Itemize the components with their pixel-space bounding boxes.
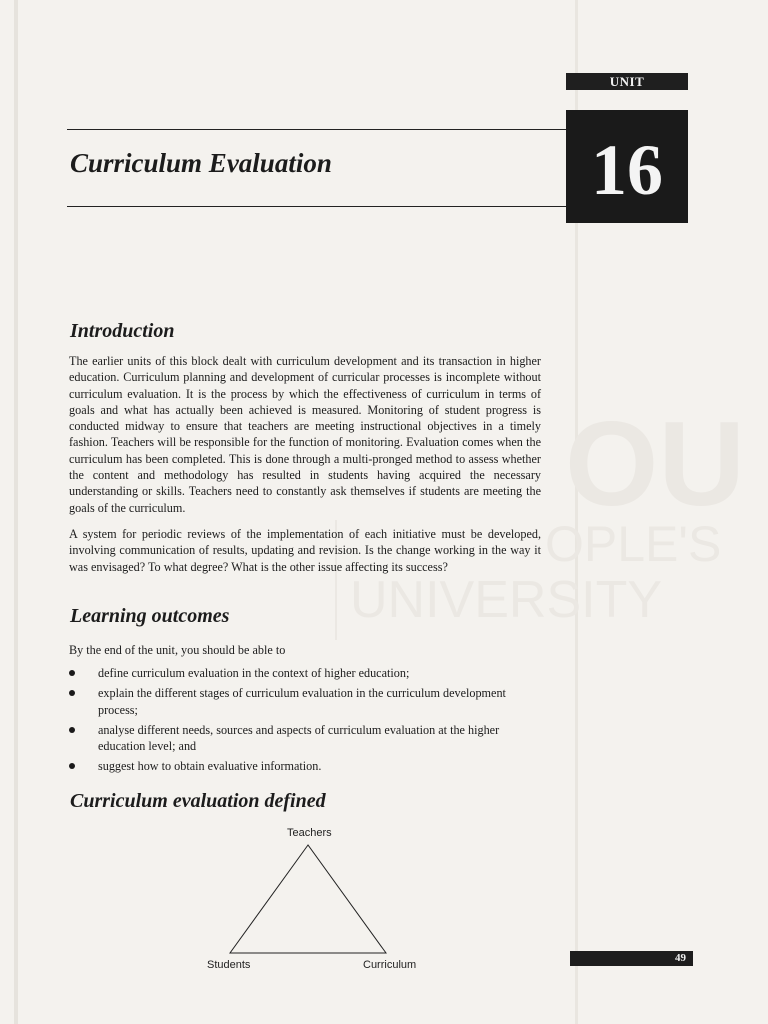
- page-edge: [14, 0, 18, 1024]
- title-rule-bottom: [67, 206, 566, 207]
- bullet-icon: [69, 670, 75, 676]
- list-item-text: explain the different stages of curriculum evaluation in the curriculum development process;: [98, 686, 506, 717]
- introduction-paragraph-1: The earlier units of this block dealt with curriculum development and its transaction in higher education. Curriculum planning and development of curricular processes is incomplete without curriculum evaluation. It is the process by which the effectiveness of curriculum in terms of goals and what has actually been achieved is measured. Monitoring of student progress is conducted midway to ensure that teachers are meeting instructional objectives in a timely fashion. Teachers will be responsible for the function of monitoring. Evaluation comes when the curriculum has been completed. This is done through a multi-pronged method to assess whether the content and methodology has resulted in students having acquired the necessary understanding or skills. Teachers need to constantly ask themselves if students are meeting the goals of the curriculum.: [69, 354, 541, 515]
- introduction-paragraph-2: A system for periodic reviews of the implementation of each initiative must be developed, involving communication of results, updating and revision. Is the change working in the way it was envisaged? To what degree? What is the other issue affecting its success?: [69, 527, 541, 574]
- watermark-ou: OU: [565, 397, 745, 531]
- page-number: 49: [570, 951, 693, 966]
- list-item-text: define curriculum evaluation in the context of higher education;: [98, 666, 410, 680]
- triangle-diagram: [220, 843, 400, 958]
- watermark-peoples: OPLE'S: [545, 516, 722, 572]
- list-item: [69, 685, 544, 718]
- bullet-icon: [69, 690, 75, 696]
- list-item-text: analyse different needs, sources and aspects of curriculum evaluation at the higher education level; and: [98, 722, 500, 754]
- unit-label: UNIT: [566, 73, 688, 90]
- list-item: [69, 758, 544, 774]
- diagram-label-teachers: Teachers: [287, 827, 332, 839]
- title-rule-top: [67, 129, 566, 130]
- list-item-text: suggest how to obtain evaluative information.: [98, 759, 322, 774]
- diagram-label-curriculum: Curriculum: [363, 959, 417, 971]
- bullet-icon: [69, 763, 75, 769]
- list-item: [69, 665, 544, 681]
- definition-heading: Curriculum evaluation defined: [70, 790, 326, 812]
- introduction-heading: Introduction: [70, 320, 175, 342]
- list-item: [69, 722, 544, 755]
- learning-outcomes-heading: Learning outcomes: [70, 605, 230, 627]
- bullet-icon: [69, 727, 75, 733]
- diagram-label-students: Students: [207, 959, 251, 971]
- watermark-university: UNIVERSITY: [350, 571, 663, 629]
- learning-outcomes-intro: By the end of the unit, you should be able to: [69, 643, 286, 657]
- unit-number: 16: [566, 110, 688, 223]
- learning-outcomes-list: [69, 665, 544, 779]
- unit-title: Curriculum Evaluation: [70, 148, 332, 178]
- triangle-shape: [230, 845, 386, 953]
